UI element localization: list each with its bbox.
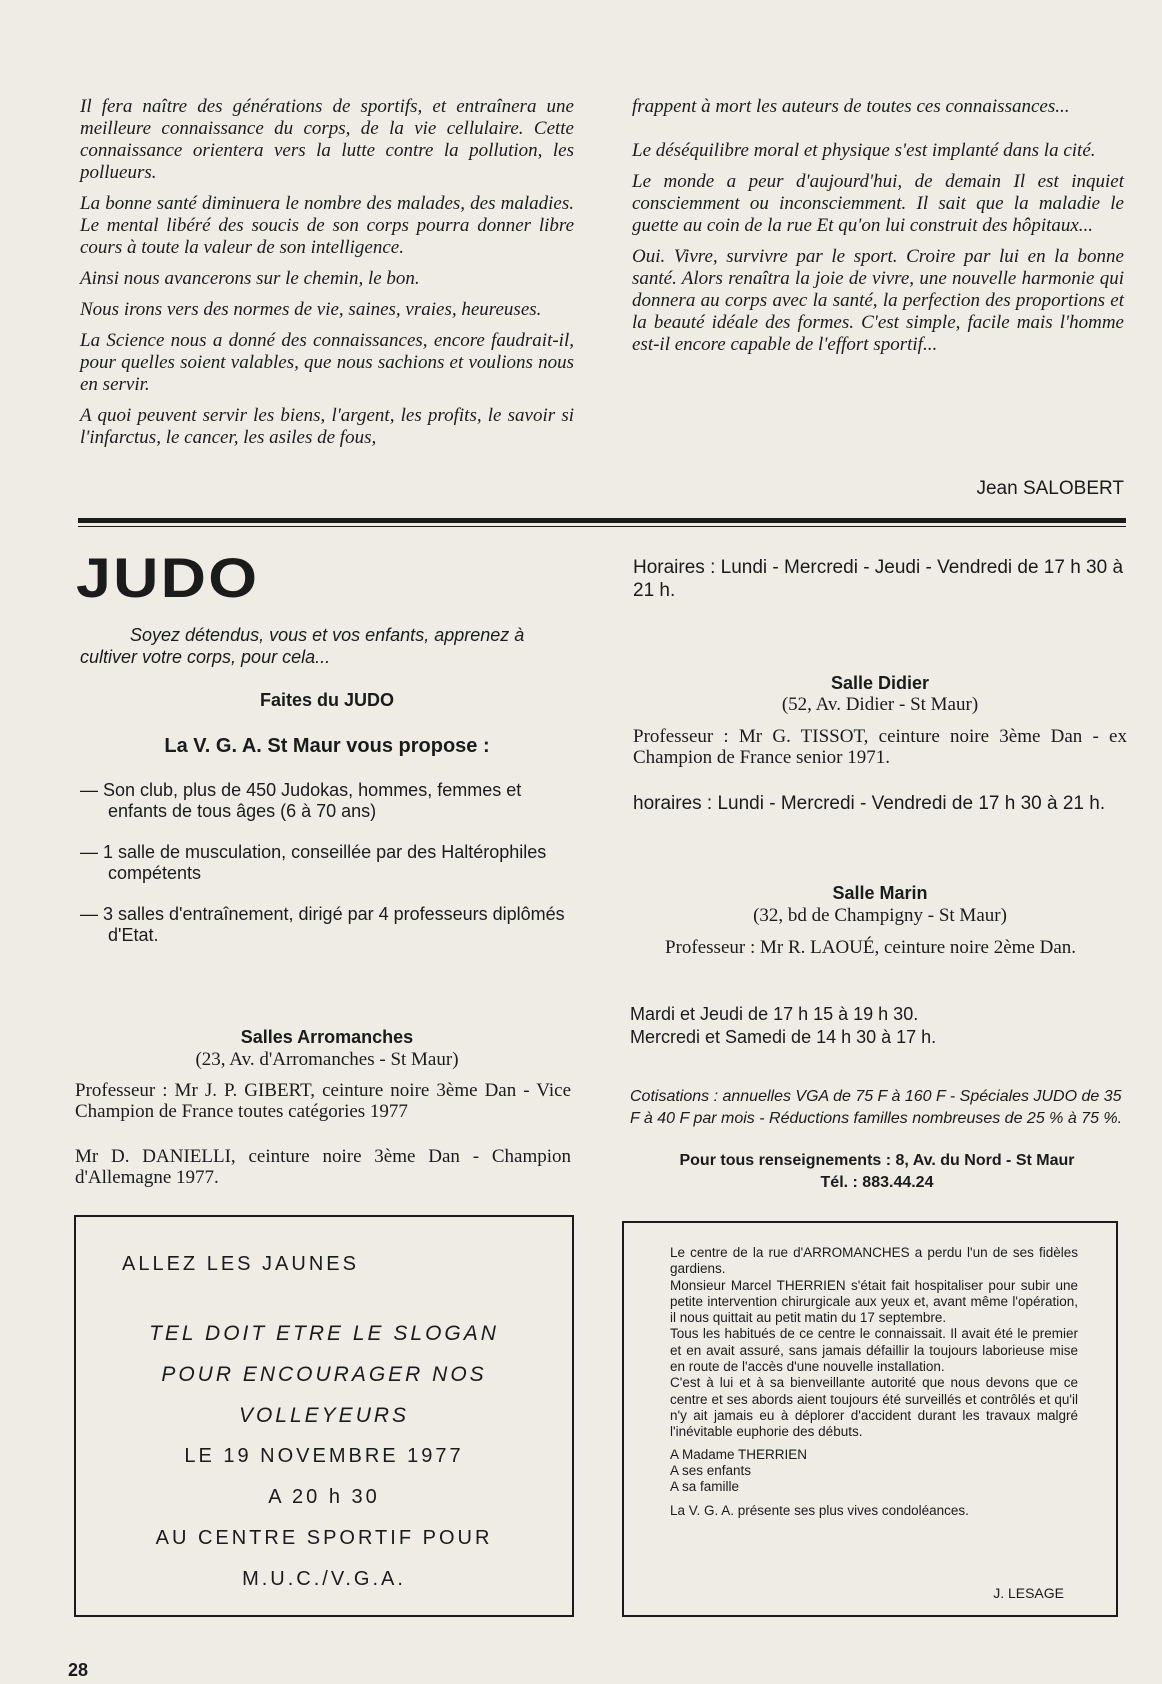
volley-event [76, 1436, 572, 1600]
obituary-dedication: A sa famille [670, 1479, 740, 1495]
marin-address: (32, bd de Champigny - St Maur) [753, 905, 1007, 926]
article-paragraph: Ainsi nous avancerons sur le chemin, le bon. [80, 268, 420, 289]
obituary-box [622, 1221, 1118, 1617]
article-paragraph: Nous irons vers des normes de vie, saines, vraies, heureuses. [80, 299, 542, 320]
arromanches-name: Salles Arromanches [240, 1027, 414, 1047]
article-paragraph: A quoi peuvent servir les biens, l'argent, les profits, le savoir si l'infarctus, le cancer, les asiles de fous, [80, 405, 574, 448]
didier-name: Salle Didier [830, 673, 930, 693]
article-author: Jean SALOBERT [976, 478, 1124, 499]
section-divider [78, 518, 1126, 523]
marin-hours-line: Mardi et Jeudi de 17 h 15 à 19 h 30. [630, 1004, 919, 1024]
marin-hours-line: Mercredi et Samedi de 14 h 30 à 17 h. [630, 1027, 937, 1047]
judo-title: JUDO [76, 546, 260, 609]
article-paragraph: Le monde a peur d'aujourd'hui, de demain Il est inquiet consciemment ou inconsciemment. Il sait que la maladie le guette au coin de la rue Et qu'on lui construit des hôpitaux... [632, 171, 1124, 236]
judo-intro: Soyez détendus, vous et vos enfants, apprenez à cultiver votre corps, pour cela... [80, 625, 525, 667]
volley-slogan-line: POUR ENCOURAGER NOS [161, 1363, 487, 1386]
marin-name: Salle Marin [832, 883, 928, 903]
volley-event-line: AU CENTRE SPORTIF POUR [155, 1527, 493, 1549]
volley-event-line: LE 19 NOVEMBRE 1977 [184, 1445, 464, 1467]
section-divider-thin [78, 526, 1126, 527]
article-paragraph: Oui. Vivre, survivre par le sport. Croire par lui en la bonne santé. Alors renaîtra la joie de vivre, une nouvelle harmonie qui donnera au corps avec la santé, la perfection des proportions et la beauté idéale des formes. C'est simple, facile mais l'homme est-il encore capable de l'effort sportif... [632, 246, 1124, 355]
article-paragraph: La Science nous a donné des connaissances, encore faudrait-il, pour quelles soient valables, que nous sachions et voulions nous en servir. [80, 330, 574, 395]
volley-slogan [76, 1313, 572, 1436]
marin-hours [630, 1003, 1124, 1049]
article-right-column [632, 96, 1124, 365]
obituary-text [670, 1245, 1078, 1520]
obituary-paragraph: C'est à lui et à sa bienveillante autorité que nous devons que ce centre et ses abords aient toujours été surveillés et contrôlés et qu'il n'y ait jamais eu à déplorer d'accident durant les travaux malgré l'inévitable euphorie des débuts. [670, 1375, 1078, 1440]
article-paragraph: Il fera naître des générations de sportifs, et entraînera une meilleure connaissance du corps, de la vie cellulaire. Cette connaissance orientera vers la lutte contre la pollution, les pollueurs. [80, 96, 574, 183]
arromanches-address: (23, Av. d'Arromanches - St Maur) [195, 1049, 459, 1070]
obituary-dedication: A ses enfants [670, 1462, 752, 1478]
horaires-main-text: Horaires : Lundi - Mercredi - Jeudi - Vendredi de 17 h 30 à 21 h. [633, 557, 1124, 601]
horaires-main [633, 556, 1127, 602]
volley-announcement-box [74, 1215, 574, 1617]
arromanches-prof2: Mr D. DANIELLI, ceinture noire 3ème Dan - Champion d'Allemagne 1977. [75, 1146, 571, 1188]
didier-horaires: horaires : Lundi - Mercredi - Vendredi de 17 h 30 à 21 h. [633, 793, 1106, 814]
volley-event-line: A 20 h 30 [268, 1486, 380, 1508]
obituary-condolences: La V. G. A. présente ses plus vives condoléances. [670, 1503, 969, 1519]
obituary-dedication: A Madame THERRIEN [670, 1446, 808, 1462]
renseignements: Pour tous renseignements : 8, Av. du Nord - St Maur [679, 1152, 1075, 1169]
article-left-column [80, 96, 574, 458]
list-item: — 1 salle de musculation, conseillée par des Haltérophiles compétents [80, 842, 547, 883]
cotisations: Cotisations : annuelles VGA de 75 F à 160 F - Spéciales JUDO de 35 F à 40 F par mois - Réductions familles nombreuses de 25 % à 75 %. [630, 1088, 1123, 1127]
volley-slogan-line: VOLLEYEURS [238, 1404, 410, 1427]
volley-slogan-line: TEL DOIT ETRE LE SLOGAN [149, 1322, 499, 1345]
page-number: 28 [68, 1660, 89, 1680]
telephone: Tél. : 883.44.24 [820, 1174, 934, 1191]
obituary-paragraph: Le centre de la rue d'ARROMANCHES a perdu l'un de ses fidèles gardiens. [670, 1245, 1078, 1277]
list-item: — Son club, plus de 450 Judokas, hommes, femmes et enfants de tous âges (6 à 70 ans) [80, 780, 522, 821]
judo-offer-list [80, 780, 574, 966]
obituary-paragraph: Monsieur Marcel THERRIEN s'était fait hospitaliser pour subir une petite intervention chirurgicale aux yeux et, avant même l'opération, il nous quittait au petit matin du 17 septembre. [670, 1277, 1078, 1326]
article-paragraph: frappent à mort les auteurs de toutes ces connaissances... [632, 96, 1070, 117]
obituary-signature: J. LESAGE [993, 1585, 1064, 1601]
didier-prof: Professeur : Mr G. TISSOT, ceinture noire 3ème Dan - ex Champion de France senior 1971. [633, 726, 1127, 768]
marin-prof: Professeur : Mr R. LAOUÉ, ceinture noire 2ème Dan. [665, 937, 1077, 958]
judo-faites: Faites du JUDO [259, 690, 395, 710]
arromanches-prof1: Professeur : Mr J. P. GIBERT, ceinture noire 3ème Dan - Vice Champion de France toutes catégories 1977 [75, 1080, 571, 1122]
article-paragraph: La bonne santé diminuera le nombre des malades, des maladies. Le mental libéré des soucis de son corps pourra donner libre cours à toute la valeur de son intelligence. [80, 193, 574, 258]
list-item: — 3 salles d'entraînement, dirigé par 4 professeurs diplômés d'Etat. [80, 904, 565, 945]
didier-address: (52, Av. Didier - St Maur) [781, 694, 979, 715]
volley-event-line: M.U.C./V.G.A. [242, 1568, 406, 1590]
article-paragraph: Le déséquilibre moral et physique s'est implanté dans la cité. [632, 140, 1096, 161]
judo-propose: La V. G. A. St Maur vous propose : [164, 735, 490, 757]
obituary-paragraph: Tous les habitués de ce centre le connaissait. Il avait été le premier et en avait assuré, sans jamais défaillir la toujours laborieuse mise en route de l'accès d'une nouvelle installation. [670, 1326, 1078, 1375]
volley-heading: ALLEZ LES JAUNES [122, 1253, 359, 1275]
